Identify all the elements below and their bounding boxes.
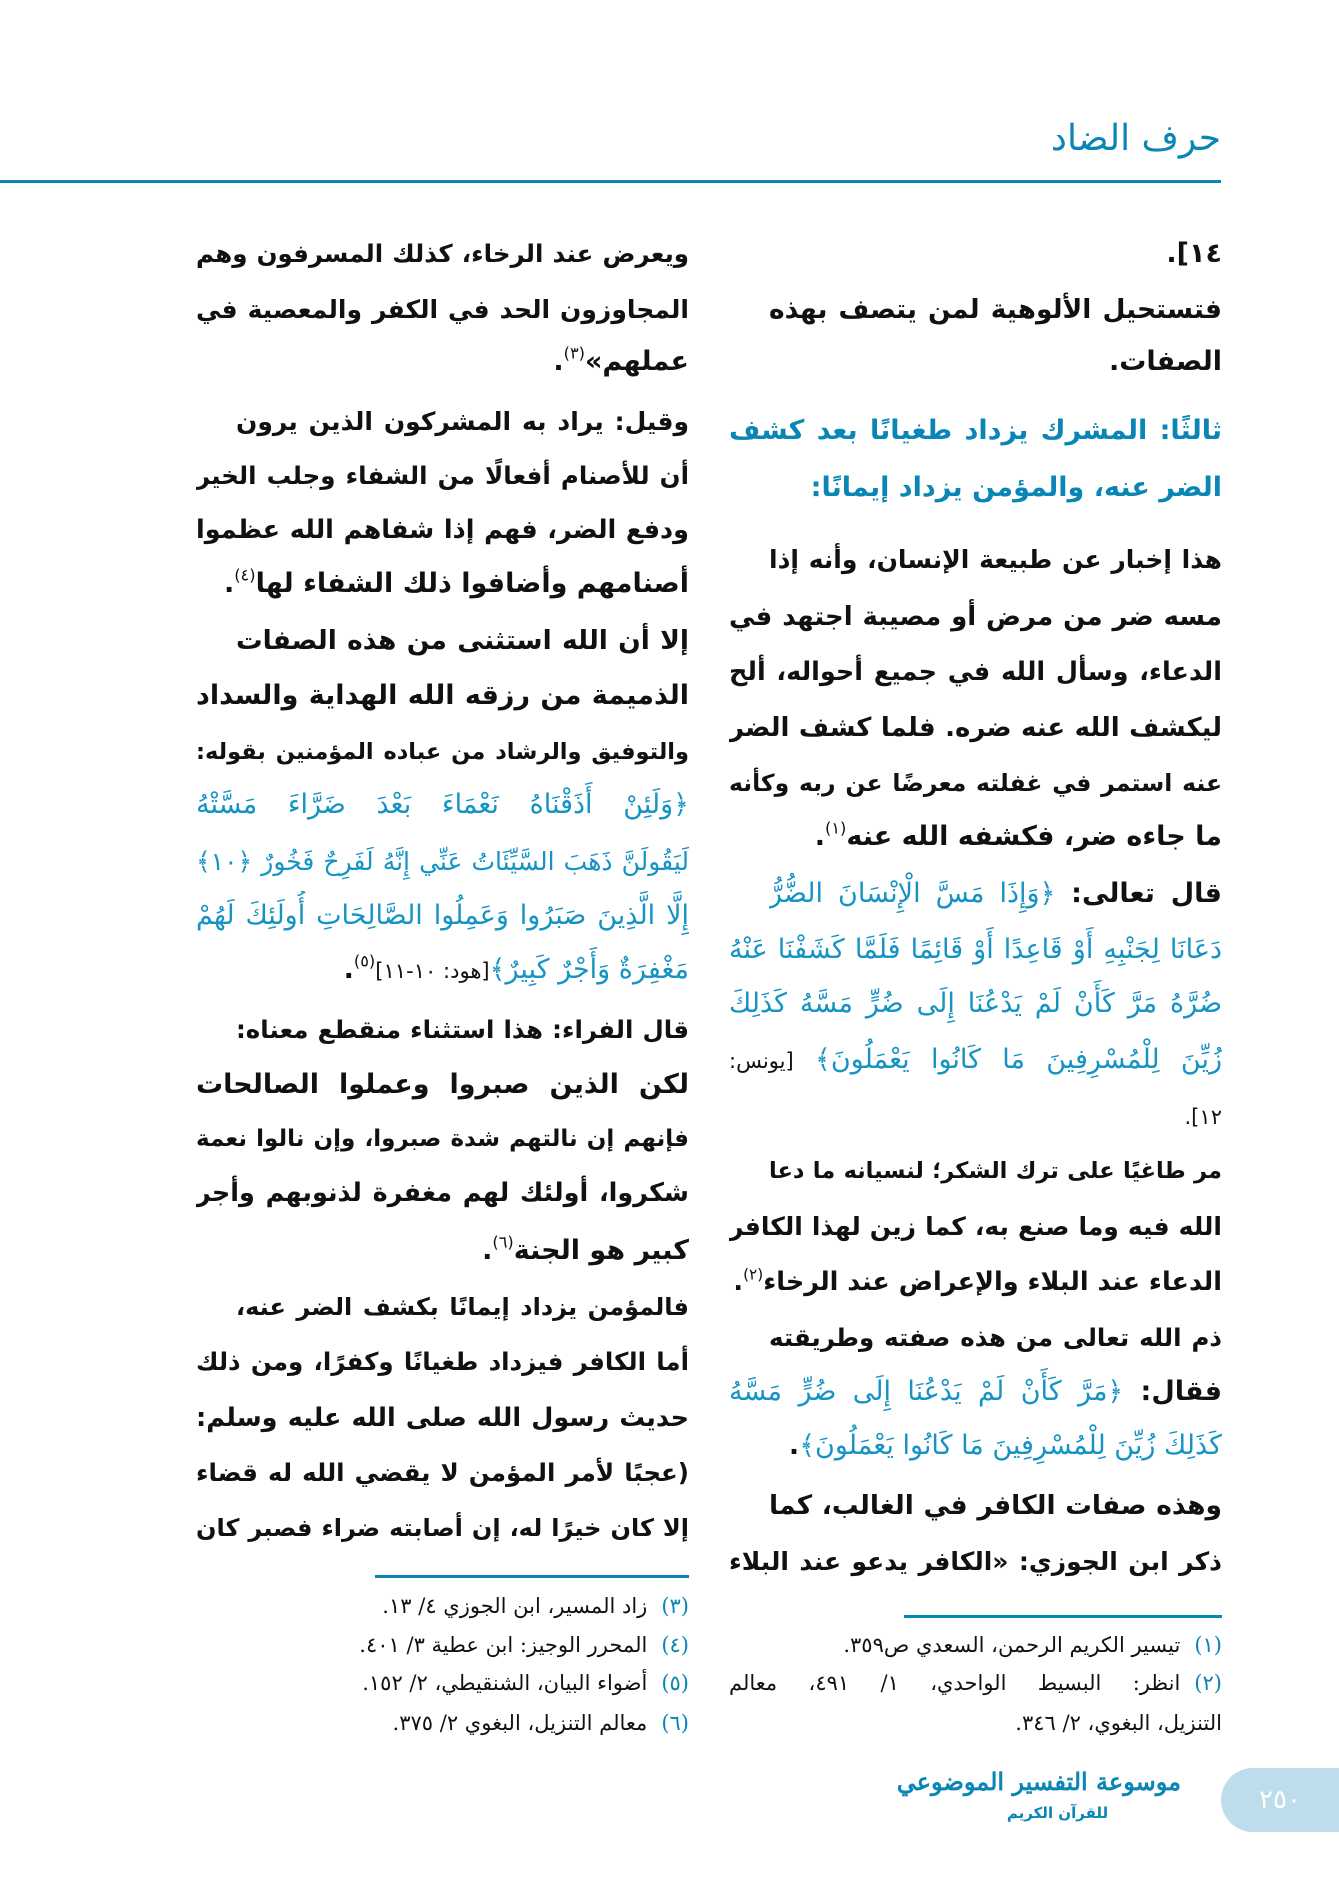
body-text: لكن الذين صبروا وعملوا الصالحات bbox=[196, 1068, 689, 1100]
footnote bbox=[729, 1666, 1222, 1700]
footnote-text: التنزيل، البغوي، ٢/ ٣٤٦. bbox=[1015, 1711, 1222, 1736]
body-text: وهذه صفات الكافر في الغالب، كما bbox=[769, 1490, 1222, 1522]
quran-verse-line bbox=[729, 1367, 1222, 1417]
quran-text: ضُرَّهُ مَرَّ كَأَنْ لَمْ يَدْعُنَا إِلَى ضُرٍّ مَسَّهُ كَذَلِكَ bbox=[729, 987, 1222, 1019]
text-line bbox=[196, 1448, 689, 1498]
footnote bbox=[196, 1666, 689, 1700]
text-line bbox=[769, 535, 1222, 585]
body-text: . bbox=[343, 954, 354, 986]
body-text: (عجبًا لأمر المؤمن لا يقضي الله له قضاء bbox=[196, 1457, 689, 1487]
section-heading: ثالثًا: المشرك يزداد طغيانًا بعد كشف bbox=[729, 415, 1222, 447]
section-heading-line bbox=[729, 463, 1222, 513]
footnote-ref[interactable]: (٣) bbox=[563, 343, 585, 363]
footnote bbox=[196, 1589, 689, 1623]
verse-reference: [هود: ١٠-١١] bbox=[375, 958, 490, 984]
text-line bbox=[196, 671, 689, 721]
text-line bbox=[729, 812, 1222, 862]
text-line bbox=[729, 592, 1222, 642]
text-line bbox=[769, 1481, 1222, 1531]
text-line bbox=[729, 1257, 1222, 1307]
section-heading: الضر عنه، والمؤمن يزداد إيمانًا: bbox=[810, 472, 1222, 504]
footnote-text: أضواء البيان، الشنقيطي، ٢/ ١٥٢. bbox=[362, 1671, 648, 1696]
footnote-separator bbox=[904, 1615, 1222, 1618]
body-text: . bbox=[733, 1267, 744, 1298]
quran-verse-line bbox=[196, 891, 689, 941]
verse-reference: [يونس: bbox=[729, 1048, 794, 1074]
body-text: فتستحيل الألوهية لمن يتصف بهذه bbox=[769, 293, 1222, 325]
body-text: الدعاء، وسأل الله في جميع أحواله، ألح bbox=[729, 657, 1222, 688]
body-text: ما جاءه ضر، فكشفه الله عنه bbox=[846, 821, 1222, 853]
chapter-title: حرف الضاد bbox=[1050, 118, 1221, 159]
body-text: ذكر ابن الجوزي: «الكافر يدعو عند البلاء bbox=[729, 1546, 1222, 1576]
text-line bbox=[769, 1146, 1222, 1196]
footnote-text: المحرر الوجيز: ابن عطية ٣/ ٤٠١. bbox=[359, 1632, 648, 1657]
text-line bbox=[196, 1060, 689, 1110]
text-line bbox=[196, 559, 689, 609]
quran-text: كَذَلِكَ زُيِّنَ لِلْمُسْرِفِينَ مَا كَانُوا يَعْمَلُونَ﴾ bbox=[799, 1430, 1222, 1461]
text-line bbox=[769, 1313, 1222, 1363]
encyclopedia-logo bbox=[896, 1762, 1181, 1824]
body-text: . bbox=[814, 821, 825, 853]
quran-text: إِلَّا الَّذِينَ صَبَرُوا وَعَمِلُوا الصَّالِحَاتِ أُولَئِكَ لَهُمْ bbox=[196, 899, 689, 931]
text-line bbox=[729, 229, 1222, 279]
body-text: . bbox=[482, 1234, 493, 1266]
footnote-text: معالم التنزيل، البغوي ٢/ ٣٧٥. bbox=[392, 1711, 648, 1736]
body-text: إلا كان خيرًا له، إن أصابته ضراء فصبر كان bbox=[196, 1513, 689, 1542]
page-number: ٢٥٠ bbox=[1259, 1785, 1301, 1815]
footnote-ref[interactable]: (٤) bbox=[234, 566, 256, 586]
body-text: ذم الله تعالى من هذه صفته وطريقته bbox=[769, 1322, 1222, 1352]
body-text: شكروا، أولئك لهم مغفرة لذنوبهم وأجر bbox=[196, 1177, 689, 1208]
text-line bbox=[729, 647, 1222, 697]
footnote-separator bbox=[375, 1575, 689, 1578]
body-text: ١٤]. bbox=[1166, 238, 1222, 270]
text-line bbox=[729, 1537, 1222, 1587]
footnote-number: (٣) bbox=[661, 1594, 689, 1619]
page-number-badge bbox=[1221, 1768, 1339, 1832]
text-line bbox=[196, 727, 689, 777]
body-text: أما الكافر فيزداد طغيانًا وكفرًا، ومن ذلك bbox=[196, 1346, 689, 1376]
body-text: هذا إخبار عن طبيعة الإنسان، وأنه إذا bbox=[769, 545, 1222, 575]
body-text: المجاوزون الحد في الكفر والمعصية في bbox=[196, 294, 689, 324]
text-line bbox=[196, 337, 689, 387]
logo-subtitle: للقرآن الكريم bbox=[1006, 1804, 1109, 1822]
body-text: أصنامهم وأضافوا ذلك الشفاء لها bbox=[255, 568, 689, 600]
quran-text: ﴿وَإِذَا مَسَّ الْإِنْسَانَ الضُّرُّ bbox=[769, 878, 1056, 910]
footnote-ref[interactable]: (٦) bbox=[492, 1232, 514, 1252]
body-text: والتوفيق والرشاد من عباده المؤمنين بقوله: bbox=[196, 738, 689, 765]
text-line bbox=[196, 1337, 689, 1387]
footnote-text: انظر: البسيط الواحدي، ١/ ٤٩١، معالم bbox=[729, 1671, 1181, 1696]
text-line bbox=[729, 337, 1222, 387]
text-line bbox=[196, 451, 689, 501]
body-text: وقيل: يراد به المشركون الذين يرون bbox=[236, 406, 689, 436]
quran-verse-line bbox=[729, 1035, 1222, 1085]
quran-verse-line bbox=[196, 945, 689, 995]
body-text: إلا أن الله استثنى من هذه الصفات bbox=[236, 625, 689, 657]
body-text: فإنهم إن نالتهم شدة صبروا، وإن نالوا نعمة bbox=[196, 1125, 689, 1152]
text-line bbox=[236, 1282, 689, 1332]
text-line bbox=[729, 1091, 1222, 1141]
text-line bbox=[729, 1202, 1222, 1252]
body-text: . bbox=[223, 568, 235, 600]
quran-text: مَغْفِرَةٌ وَأَجْرٌ كَبِيرٌ﴾ bbox=[489, 954, 689, 986]
footnote-number: (٢) bbox=[1194, 1671, 1222, 1696]
footnote-ref[interactable]: (١) bbox=[825, 819, 847, 839]
text-line bbox=[196, 285, 689, 335]
quran-verse-line bbox=[729, 925, 1222, 975]
left-column bbox=[196, 0, 689, 1890]
footnote-text: تيسير الكريم الرحمن، السعدي ص٣٥٩. bbox=[843, 1632, 1181, 1657]
quran-text: لَيَقُولَنَّ ذَهَبَ السَّيِّئَاتُ عَنِّي إِنَّهُ لَفَرِحٌ فَخُورٌ ﴿١٠﴾ bbox=[196, 846, 689, 876]
quran-text: زُيِّنَ لِلْمُسْرِفِينَ مَا كَانُوا يَعْمَلُونَ﴾ bbox=[793, 1044, 1222, 1076]
text-line bbox=[236, 397, 689, 447]
body-text: الصفات. bbox=[1109, 345, 1222, 377]
quran-text: ﴿وَلَئِنْ أَذَقْنَاهُ نَعْمَاءَ بَعْدَ ضَرَّاءَ مَسَّتْهُ bbox=[196, 788, 689, 820]
quran-verse-line bbox=[769, 869, 1222, 919]
text-line bbox=[196, 229, 689, 279]
text-line bbox=[196, 1168, 689, 1218]
text-line bbox=[196, 1114, 689, 1164]
body-text: ليكشف الله عنه ضره. فلما كشف الضر bbox=[729, 712, 1222, 743]
footnote-number: (٥) bbox=[661, 1671, 689, 1696]
body-text: عنه استمر في غفلته معرضًا عن ربه وكأنه bbox=[729, 769, 1222, 798]
body-text: ويعرض عند الرخاء، كذلك المسرفون وهم bbox=[196, 239, 689, 269]
text-line bbox=[196, 1503, 689, 1553]
body-text: . bbox=[788, 1430, 800, 1461]
body-text: الله فيه وما صنع به، كما زين لهذا الكافر bbox=[729, 1211, 1222, 1241]
text-line bbox=[196, 505, 689, 555]
body-text: قال الفراء: هذا استثناء منقطع معناه: bbox=[236, 1015, 689, 1045]
footnote-text: زاد المسير، ابن الجوزي ٤/ ١٣. bbox=[382, 1594, 648, 1619]
footnote bbox=[781, 1706, 1222, 1740]
verse-reference: ١٢]. bbox=[1184, 1103, 1222, 1129]
body-text: مسه ضر من مرض أو مصيبة اجتهد في bbox=[729, 601, 1222, 632]
body-text: كبير هو الجنة bbox=[513, 1234, 689, 1266]
footnote-number: (٦) bbox=[661, 1711, 689, 1736]
section-heading-line bbox=[729, 406, 1222, 456]
footnote-number: (١) bbox=[1194, 1632, 1222, 1657]
body-text: قال تعالى: bbox=[1055, 878, 1222, 910]
text-line bbox=[236, 1005, 689, 1055]
body-text: الذميمة من رزقه الله الهداية والسداد bbox=[196, 680, 689, 712]
quran-verse-line bbox=[729, 979, 1222, 1029]
body-text: . bbox=[553, 345, 564, 377]
quran-verse-line bbox=[729, 1421, 1222, 1471]
quran-verse-line bbox=[196, 837, 689, 887]
body-text: فالمؤمن يزداد إيمانًا بكشف الضر عنه، bbox=[236, 1293, 689, 1322]
logo-title: موسوعة التفسير الموضوعي bbox=[896, 1767, 1181, 1796]
footnote-ref[interactable]: (٢) bbox=[743, 1265, 764, 1284]
footnote bbox=[729, 1628, 1222, 1662]
right-column bbox=[729, 0, 1222, 1890]
text-line bbox=[769, 285, 1222, 335]
body-text: الدعاء عند البلاء والإعراض عند الرخاء bbox=[763, 1267, 1222, 1298]
quran-text: ﴿مَرَّ كَأَنْ لَمْ يَدْعُنَا إِلَى ضُرٍّ مَسَّهُ bbox=[729, 1375, 1124, 1407]
text-line bbox=[196, 1393, 689, 1443]
footnote-number: (٤) bbox=[661, 1632, 689, 1657]
text-line bbox=[729, 758, 1222, 808]
footnote-ref[interactable]: (٥) bbox=[353, 951, 376, 971]
footnote bbox=[196, 1706, 689, 1740]
text-line bbox=[236, 616, 689, 666]
body-text: أن للأصنام أفعالًا من الشفاء وجلب الخير bbox=[196, 460, 689, 490]
body-text: مر طاغيًا على ترك الشكر؛ لنسيانه ما دعا bbox=[769, 1158, 1222, 1185]
body-text: عملهم» bbox=[584, 345, 689, 377]
quran-verse-line bbox=[196, 780, 689, 830]
text-line bbox=[196, 1226, 689, 1276]
body-text: حديث رسول الله صلى الله عليه وسلم: bbox=[196, 1403, 689, 1434]
footnote bbox=[196, 1628, 689, 1662]
quran-text: دَعَانَا لِجَنْبِهِ أَوْ قَاعِدًا أَوْ قَائِمًا فَلَمَّا كَشَفْنَا عَنْهُ bbox=[729, 933, 1222, 965]
body-text: ودفع الضر، فهم إذا شفاهم الله عظموا bbox=[196, 515, 689, 546]
text-line bbox=[729, 703, 1222, 753]
body-text: فقال: bbox=[1123, 1375, 1222, 1407]
